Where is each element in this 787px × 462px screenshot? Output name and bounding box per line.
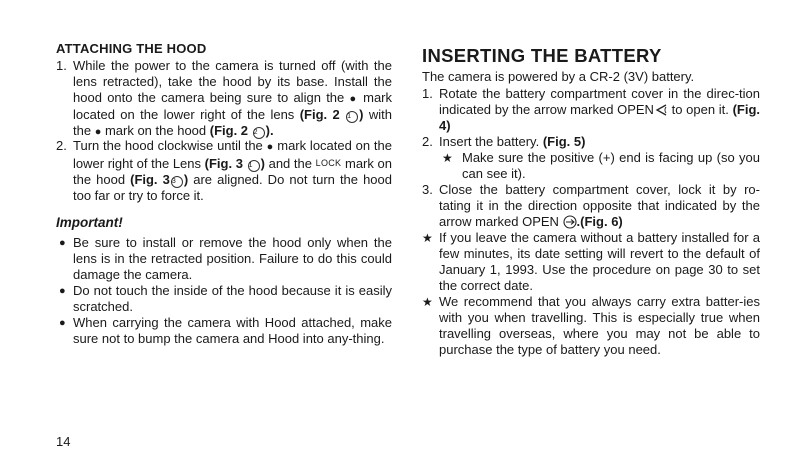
figure-ref: (Fig. 4) [439, 102, 760, 133]
star-note: ★ We recommend that you always carry extra batter-ies with you when travelling. This is especially true when travelling overseas, where you may not be able to purchase the type of battery you need. [422, 294, 760, 357]
circled-number-icon: 2 [253, 127, 265, 139]
rotate-open-arrow-icon [563, 215, 577, 229]
bullet-icon: ● [59, 237, 66, 249]
circled-number-icon: 3 [171, 176, 183, 188]
figure-ref: (Fig. 3 1 ) [204, 156, 265, 171]
battery-intro: The camera is powered by a CR-2 (3V) battery. [422, 69, 695, 84]
star-icon: ★ [422, 231, 433, 245]
battery-step-2-note: ★ Make sure the positive (+) end is facing up (so you can see it). [442, 150, 760, 181]
step-marker: 2. [56, 138, 67, 153]
star-note: ★ If you leave the camera without a battery installed for a few minutes, its date setting will revert to the default of January 1, 1993. Use the procedure on page 30 to set the correct date. [422, 230, 760, 293]
battery-step-1: 1. Rotate the battery compartment cover in the direc-tion indicated by the arrow marked OPEN to open it. (Fig. 4) [422, 86, 760, 133]
step-marker: 3. [422, 182, 433, 197]
note-item: ● When carrying the camera with Hood attached, make sure not to bump the camera and Hood into any-thing. [59, 315, 392, 346]
dot-mark-icon: ● [349, 93, 358, 105]
figure-ref: (Fig. 5) [542, 134, 586, 149]
circled-number-icon: 1 [248, 160, 260, 172]
figure-ref: (Fig. 2 2 ). [209, 123, 274, 138]
circled-number-icon: 1 [346, 111, 358, 123]
section-heading-hood: ATTACHING THE HOOD [56, 41, 207, 56]
rotate-open-arrow-icon [654, 103, 668, 117]
dot-mark-icon: ● [266, 141, 274, 153]
star-icon: ★ [442, 151, 453, 165]
note-item: ● Be sure to install or remove the hood only when the lens is in the retracted position. Failure to do this could damage the camera. [59, 235, 392, 282]
figure-ref: (Fig. 3 3 ) [130, 172, 189, 187]
battery-step-3: 3. Close the battery compartment cover, lock it by ro-tating it in the direction opposite that indicated by the arrow marked OPEN .(Fig. 6) [422, 182, 760, 229]
figure-ref: .(Fig. 6) [576, 214, 623, 229]
step-marker: 2. [422, 134, 433, 149]
battery-step-2: 2. Insert the battery. (Fig. 5) [422, 134, 586, 149]
step-marker: 1. [56, 58, 67, 73]
lock-mark-label: LOCK [315, 158, 342, 168]
star-icon: ★ [422, 295, 433, 309]
dot-mark-icon: ● [94, 126, 102, 138]
page-number: 14 [56, 434, 71, 449]
note-item: ● Do not touch the inside of the hood because it is easily scratched. [59, 283, 392, 314]
hood-step-2: 2. Turn the hood clockwise until the ● mark located on the lower right of the Lens (Fig. 3 1 ) and the LOCK mark on the hood (Fig. 3 3 ) are aligned. Do not turn the hood too far or try to force it. [56, 138, 392, 203]
section-heading-battery: INSERTING THE BATTERY [422, 45, 662, 66]
figure-ref: (Fig. 2 1 ) [299, 107, 364, 122]
bullet-icon: ● [59, 317, 66, 329]
important-heading: Important! [56, 215, 123, 230]
step-marker: 1. [422, 86, 433, 101]
hood-step-1: 1. While the power to the camera is turned off (with the lens retracted), take the hood by its base. Install the hood onto the camera being sure to align the ● mark located on the lower right of the lens (Fig. 2 1 ) with the ● mark on the hood (Fig. 2 2 ). [56, 58, 393, 138]
bullet-icon: ● [59, 285, 66, 297]
